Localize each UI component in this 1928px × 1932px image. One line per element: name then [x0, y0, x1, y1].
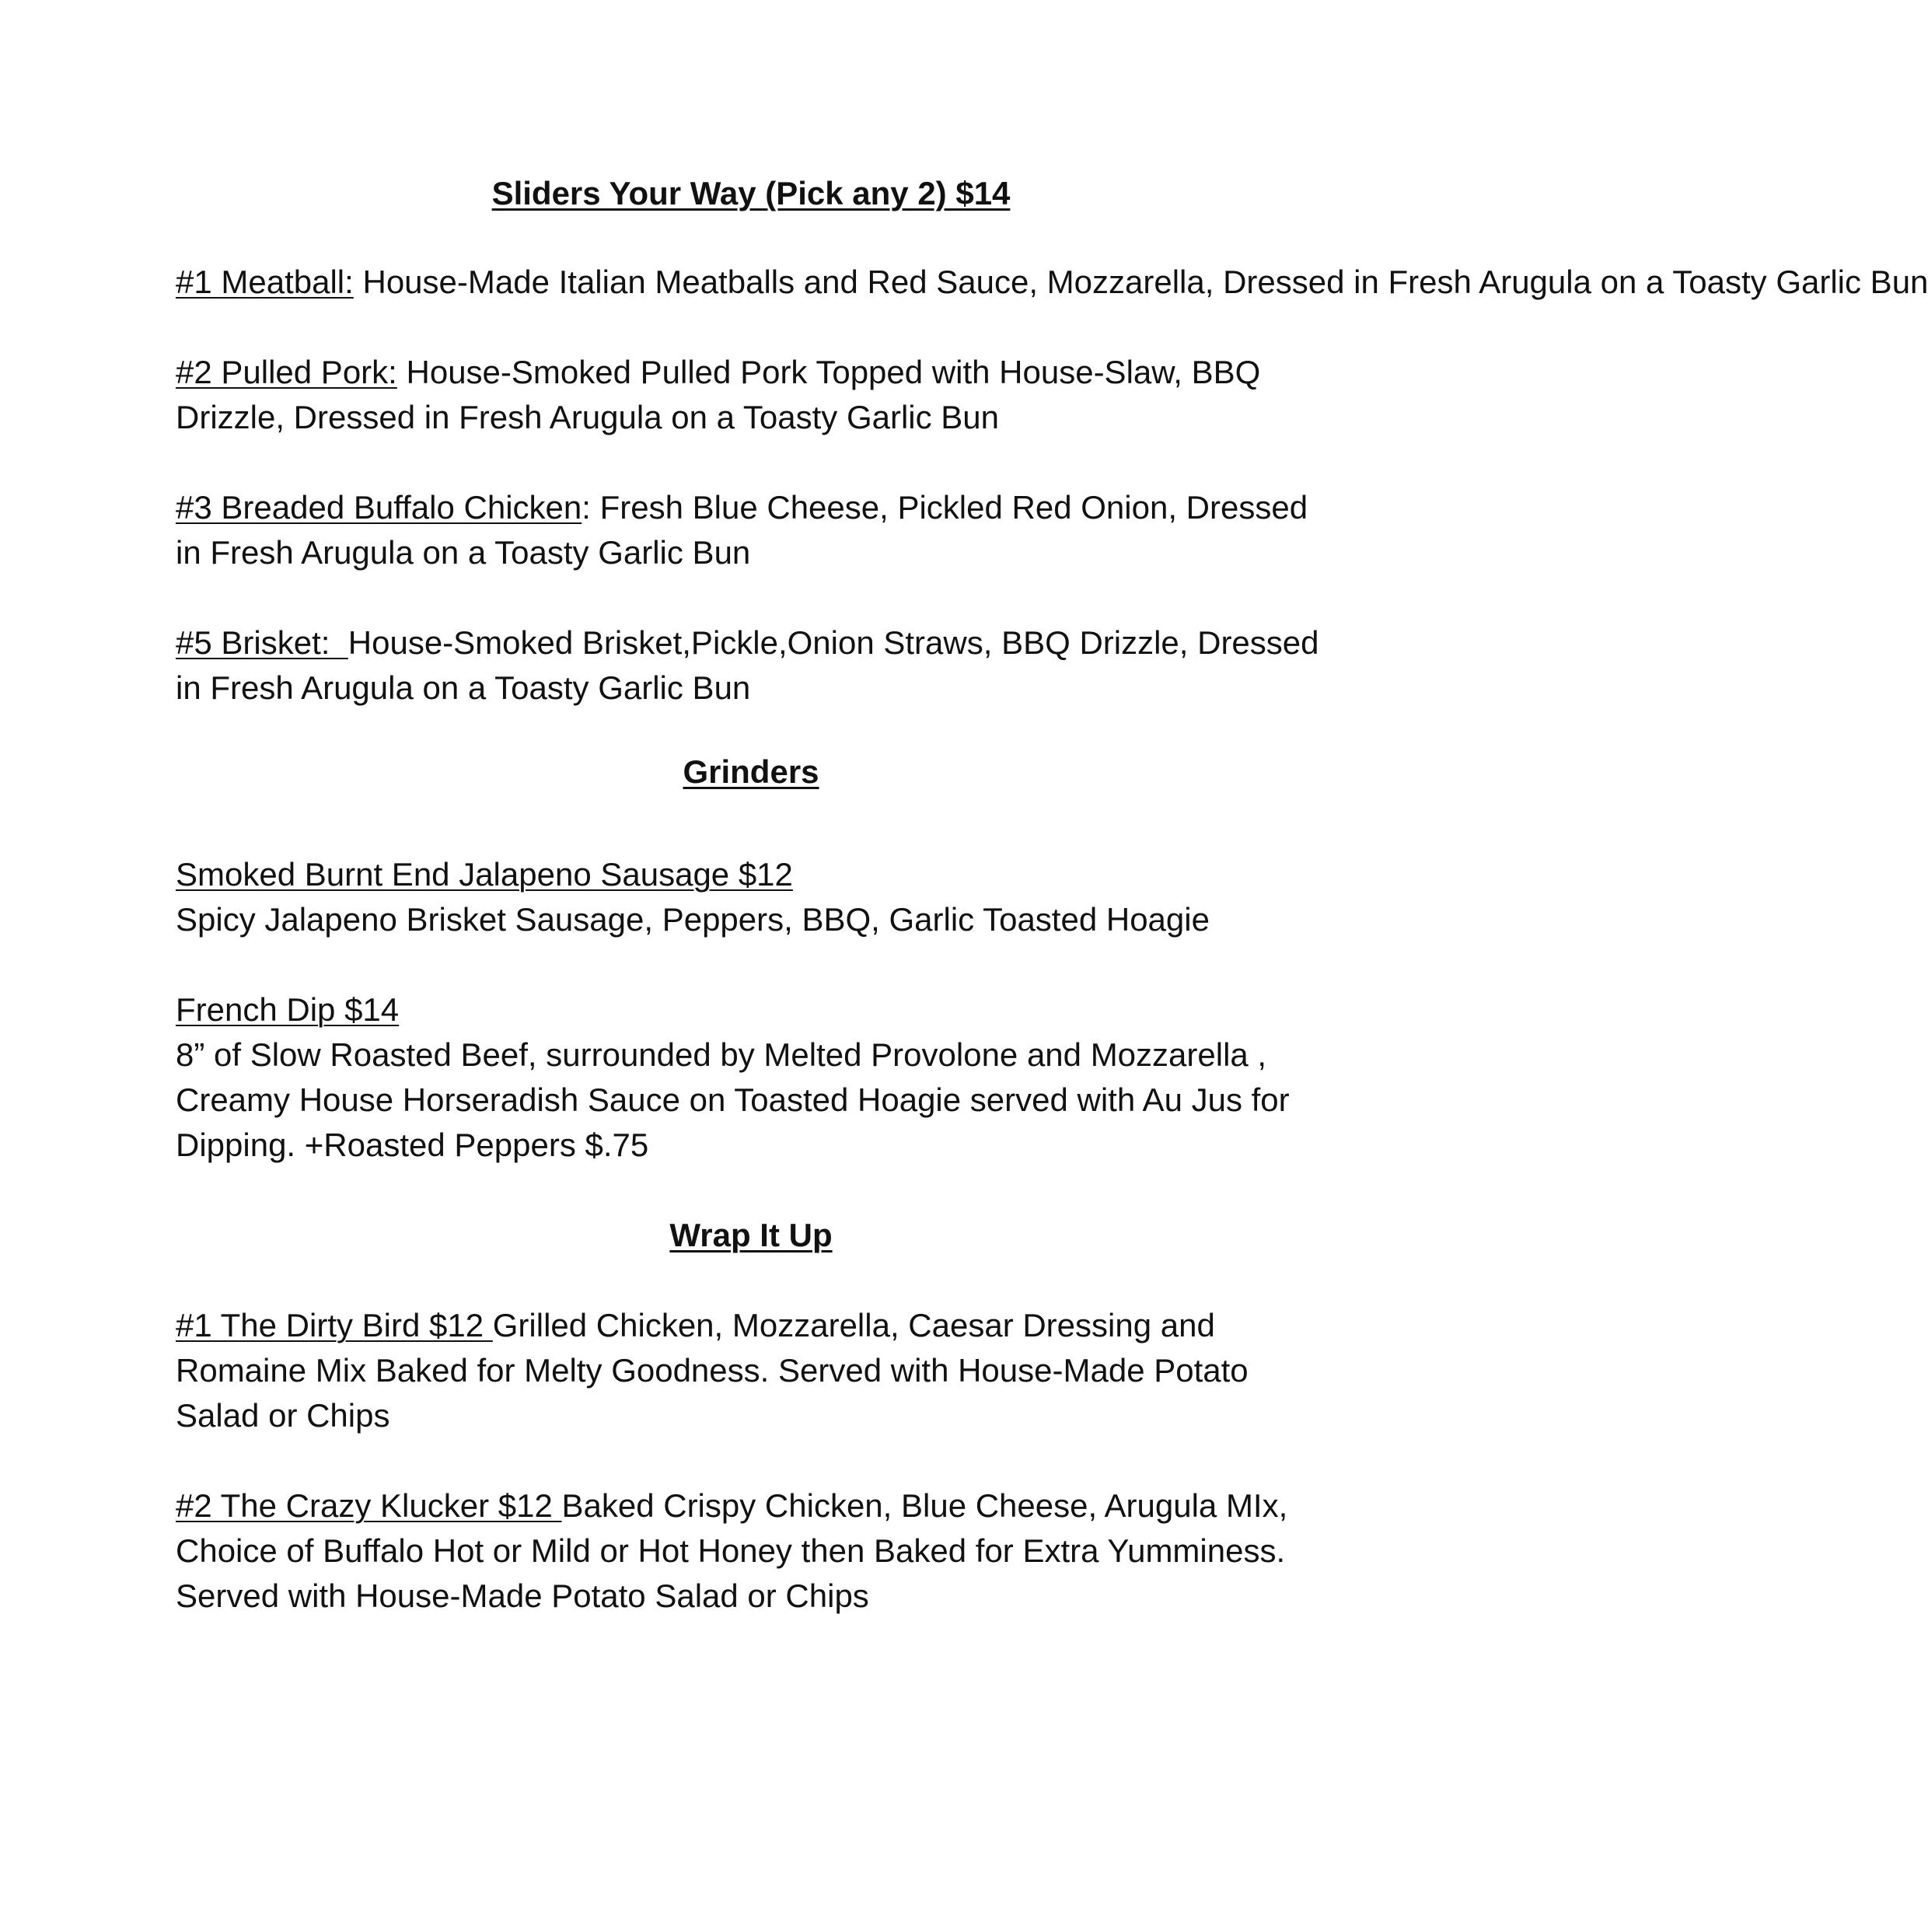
item-name: #3 Breaded Buffalo Chicken — [176, 489, 582, 526]
item-description: 8” of Slow Roasted Beef, surrounded by Melted Provolone and Mozzarella , Creamy House Horseradish Sauce on Toasted Hoagie served with Au Jus for Dipping. +Roasted Peppers $.75 — [176, 1036, 1290, 1163]
item-description: Spicy Jalapeno Brisket Sausage, Peppers, BBQ, Garlic Toasted Hoagie — [176, 901, 1210, 938]
menu-item-dirty-bird — [176, 1303, 1326, 1438]
item-name: #1 The Dirty Bird $12 — [176, 1307, 493, 1343]
item-name: #1 Meatball: — [176, 264, 354, 300]
menu-item-french-dip — [176, 987, 1326, 1168]
section-heading-wrap-it-up: Wrap It Up — [669, 1217, 833, 1253]
menu-item-buffalo-chicken — [176, 485, 1326, 575]
menu-item-crazy-klucker — [176, 1483, 1326, 1619]
item-description: House-Smoked Brisket,Pickle,Onion Straws, BBQ Drizzle, Dressed in Fresh Arugula on a Toasty Garlic Bun — [176, 624, 1319, 706]
menu-item-jalapeno-sausage — [176, 852, 1326, 942]
item-description: House-Smoked Pulled Pork Topped with House-Slaw, BBQ Drizzle, Dressed in Fresh Arugula on a Toasty Garlic Bun — [176, 354, 1261, 435]
item-name: Smoked Burnt End Jalapeno Sausage $12 — [176, 856, 793, 893]
item-description: Grilled Chicken, Mozzarella, Caesar Dressing and Romaine Mix Baked for Melty Goodness. Served with House-Made Potato Salad or Chips — [176, 1307, 1249, 1434]
item-name: #5 Brisket: — [176, 624, 348, 661]
item-description: : Fresh Blue Cheese, Pickled Red Onion, Dressed in Fresh Arugula on a Toasty Garlic Bun — [176, 489, 1308, 571]
item-name: French Dip $14 — [176, 991, 400, 1028]
item-description: House-Made Italian Meatballs and Red Sauce, Mozzarella, Dressed in Fresh Arugula on a Toasty Garlic Bun — [353, 264, 1928, 300]
menu-item-pulled-pork — [176, 350, 1326, 440]
item-name: #2 The Crazy Klucker $12 — [176, 1487, 562, 1524]
item-name: #2 Pulled Pork: — [176, 354, 397, 390]
menu-item-meatball — [176, 260, 1928, 305]
section-heading-grinders: Grinders — [683, 753, 819, 790]
menu-item-brisket — [176, 620, 1326, 711]
menu-page — [176, 171, 1928, 1619]
item-description: Baked Crispy Chicken, Blue Cheese, Arugula MIx, Choice of Buffalo Hot or Mild or Hot Honey then Baked for Extra Yumminess. Served with House-Made Potato Salad or Chips — [176, 1487, 1288, 1614]
section-heading-sliders: Sliders Your Way (Pick any 2) $14 — [491, 175, 1011, 211]
